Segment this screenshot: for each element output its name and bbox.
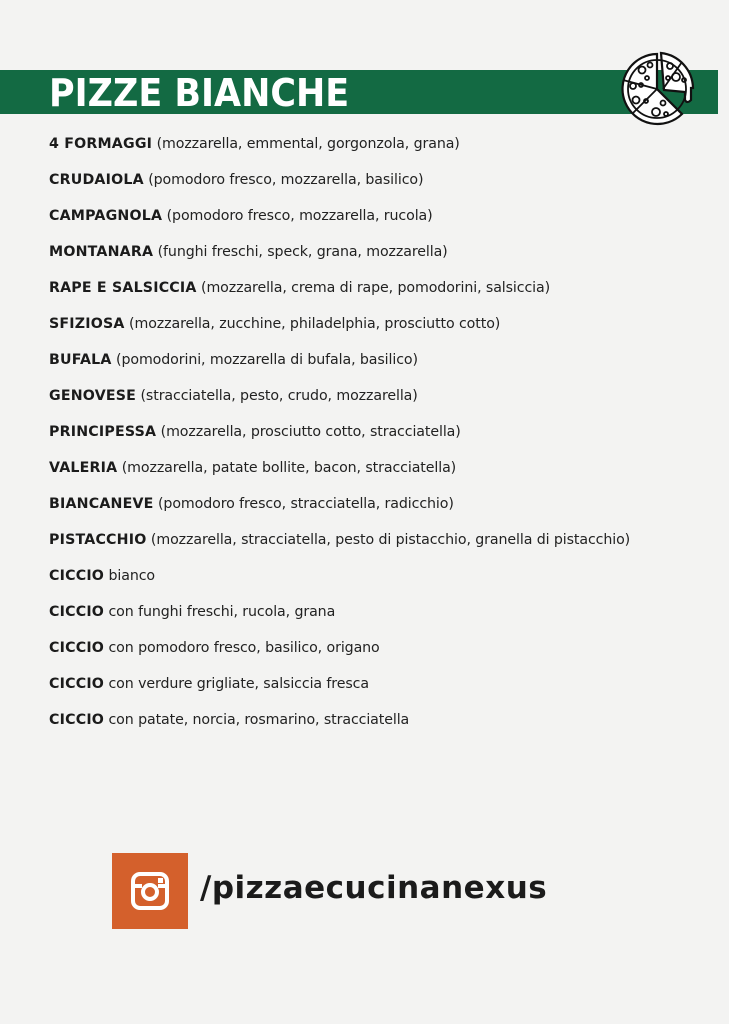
pizza-ingredients: bianco xyxy=(108,568,155,584)
pizza-name: PISTACCHIO xyxy=(49,532,147,548)
menu-item xyxy=(49,385,630,421)
pizza-name: 4 FORMAGGI xyxy=(49,136,153,152)
menu-item xyxy=(49,313,630,349)
pizza-name: CICCIO xyxy=(49,676,105,692)
instagram-handle[interactable]: /pizzaecucinanexus xyxy=(200,870,548,906)
menu-item xyxy=(49,205,630,241)
instagram-icon xyxy=(131,872,169,910)
pizza-name: CICCIO xyxy=(49,712,105,728)
pizza-name: CICCIO xyxy=(49,568,105,584)
pizza-ingredients: (mozzarella, patate bollite, bacon, stracciatella) xyxy=(121,460,457,476)
pizza-ingredients: (mozzarella, zucchine, philadelphia, prosciutto cotto) xyxy=(129,316,501,332)
pizza-ingredients: (mozzarella, prosciutto cotto, stracciatella) xyxy=(160,424,461,440)
pizza-ingredients: con funghi freschi, rucola, grana xyxy=(108,604,336,620)
menu-item xyxy=(49,601,630,637)
pizza-name: CICCIO xyxy=(49,604,105,620)
pizza-name: PRINCIPESSA xyxy=(49,424,157,440)
pizza-ingredients: (pomodoro fresco, mozzarella, basilico) xyxy=(148,172,424,188)
pizza-name: GENOVESE xyxy=(49,388,137,404)
pizza-ingredients: con verdure grigliate, salsiccia fresca xyxy=(108,676,369,692)
pizza-name: MONTANARA xyxy=(49,244,154,260)
pizza-icon xyxy=(616,48,698,130)
pizza-ingredients: con patate, norcia, rosmarino, stracciatella xyxy=(108,712,410,728)
menu-item xyxy=(49,349,630,385)
pizza-name: RAPE E SALSICCIA xyxy=(49,280,197,296)
pizza-ingredients: (funghi freschi, speck, grana, mozzarella) xyxy=(157,244,448,260)
pizza-name: CICCIO xyxy=(49,640,105,656)
instagram-link[interactable] xyxy=(112,853,188,929)
menu-item xyxy=(49,709,630,745)
pizza-name: VALERIA xyxy=(49,460,118,476)
pizza-ingredients: (mozzarella, emmental, gorgonzola, grana) xyxy=(156,136,460,152)
pizza-ingredients: (stracciatella, pesto, crudo, mozzarella) xyxy=(140,388,418,404)
pizza-menu-list xyxy=(49,133,630,745)
pizza-ingredients: (mozzarella, stracciatella, pesto di pistacchio, granella di pistacchio) xyxy=(150,532,631,548)
pizza-name: BUFALA xyxy=(49,352,112,368)
menu-item xyxy=(49,457,630,493)
page-title: PIZZE BIANCHE xyxy=(49,71,350,115)
menu-item xyxy=(49,133,630,169)
menu-item xyxy=(49,565,630,601)
pizza-name: CRUDAIOLA xyxy=(49,172,144,188)
menu-item xyxy=(49,169,630,205)
pizza-name: CAMPAGNOLA xyxy=(49,208,163,224)
menu-item xyxy=(49,421,630,457)
menu-item xyxy=(49,637,630,673)
pizza-ingredients: (mozzarella, crema di rape, pomodorini, salsiccia) xyxy=(201,280,551,296)
pizza-name: SFIZIOSA xyxy=(49,316,125,332)
pizza-name: BIANCANEVE xyxy=(49,496,154,512)
pizza-ingredients: con pomodoro fresco, basilico, origano xyxy=(108,640,380,656)
menu-item xyxy=(49,493,630,529)
menu-item xyxy=(49,529,630,565)
pizza-ingredients: (pomodoro fresco, stracciatella, radicchio) xyxy=(158,496,454,512)
menu-item xyxy=(49,277,630,313)
pizza-ingredients: (pomodoro fresco, mozzarella, rucola) xyxy=(166,208,433,224)
menu-item xyxy=(49,241,630,277)
pizza-ingredients: (pomodorini, mozzarella di bufala, basilico) xyxy=(116,352,418,368)
menu-item xyxy=(49,673,630,709)
